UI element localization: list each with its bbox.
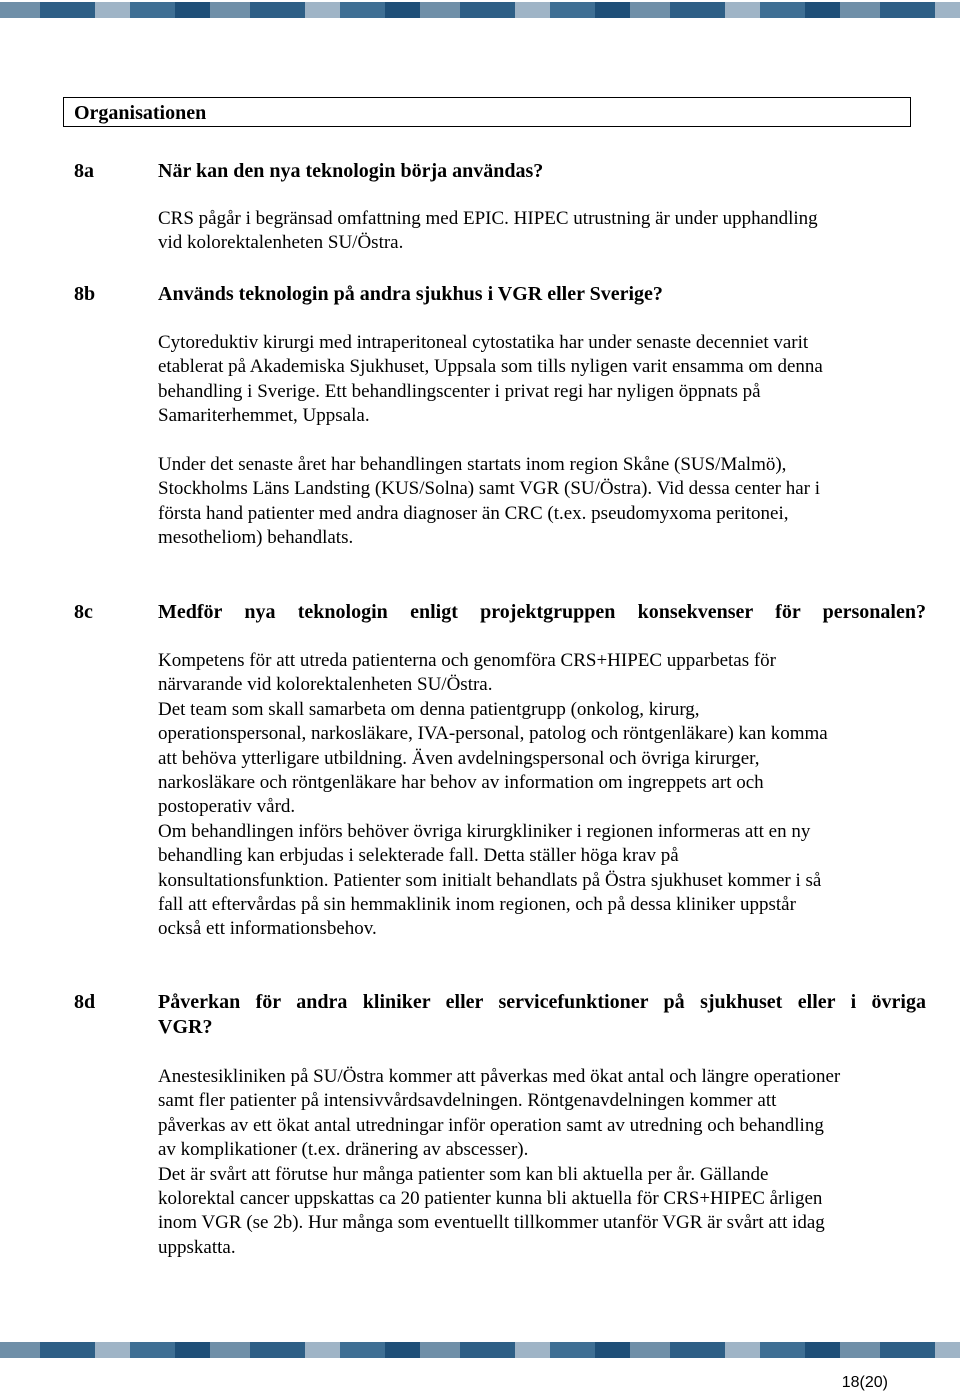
answer-line: vid kolorektalenheten SU/Östra. (158, 232, 404, 254)
answer-line: uppskatta. (158, 1236, 236, 1258)
question-8c: Medför nya teknologin enligt projektgruppen konsekvenser för personalen? (158, 601, 926, 623)
answer-line: CRS pågår i begränsad omfattning med EPIC. HIPEC utrustning är under upphandling (158, 208, 818, 229)
answer-line: Cytoreduktiv kirurgi med intraperitoneal cytostatika har under senaste decenniet varit (158, 332, 809, 353)
answer-8a (158, 207, 926, 256)
answer-line: Det team som skall samarbeta om denna patientgrupp (onkolog, kirurg, (158, 698, 700, 720)
section-title-box (63, 97, 911, 127)
answer-line: Det är svårt att förutse hur många patienter som kan bli aktuella per år. Gällande (158, 1163, 769, 1185)
answer-line: närvarande vid kolorektalenheten SU/Östra. (158, 674, 493, 696)
question-line: VGR? (158, 1015, 213, 1038)
answer-8b-paragraph-2 (158, 453, 926, 551)
footer-decor-band (0, 1342, 960, 1358)
answer-line: behandling i Sverige. Ett behandlingscenter i privat regi har nyligen öppnats på (158, 380, 761, 402)
item-number-8d: 8d (74, 991, 96, 1013)
answer-line: behandling kan erbjudas i selekterade fall. Detta ställer höga krav på (158, 845, 679, 867)
answer-line: första hand patienter med andra diagnoser än CRC (t.ex. pseudomyxoma peritonei, (158, 502, 789, 524)
header-decor-band (0, 2, 960, 18)
answer-line: mesotheliom) behandlats. (158, 527, 354, 549)
question-8a: När kan den nya teknologin börja användas? (158, 160, 544, 182)
answer-8c (158, 649, 926, 942)
answer-line: konsultationsfunktion. Patienter som initialt behandlats på Östra sjukhuset kommer i så (158, 869, 822, 891)
question-8b: Används teknologin på andra sjukhus i VGR eller Sverige? (158, 283, 663, 305)
answer-line: etablerat på Akademiska Sjukhuset, Uppsala som tills nyligen varit ensamma om denna (158, 356, 823, 378)
answer-line: Om behandlingen införs behöver övriga kirurgkliniker i regionen informeras att en ny (158, 820, 811, 842)
question-8d (158, 990, 926, 1039)
item-number-8a: 8a (74, 160, 94, 182)
answer-line: Kompetens för att utreda patienterna och genomföra CRS+HIPEC upparbetas för (158, 650, 777, 671)
answer-line: samt fler patienter på intensivvårdsavdelningen. Röntgenavdelningen kommer att (158, 1090, 777, 1112)
answer-line: att behöva ytterligare utbildning. Även avdelningspersonal och övriga kirurger, (158, 747, 760, 769)
answer-line: också ett informationsbehov. (158, 918, 377, 940)
answer-line: kolorektal cancer uppskattas ca 20 patienter kunna bli aktuella för CRS+HIPEC årligen (158, 1188, 823, 1210)
item-number-8b: 8b (74, 283, 96, 305)
answer-line: av komplikationer (t.ex. dränering av abscesser). (158, 1139, 529, 1161)
page-number: 18(20) (841, 1374, 888, 1391)
answer-line: Under det senaste året har behandlingen startats inom region Skåne (SUS/Malmö), (158, 454, 787, 475)
answer-line: inom VGR (se 2b). Hur många som eventuellt tillkommer utanför VGR är svårt att idag (158, 1212, 825, 1234)
question-line: Påverkan för andra kliniker eller servicefunktioner på sjukhuset eller i övriga (158, 991, 926, 1013)
answer-line: narkosläkare och röntgenläkare har behov av information om ingreppets art och (158, 772, 764, 794)
answer-line: påverkas av ett ökat antal utredningar inför operation samt av utredning och behandling (158, 1114, 824, 1136)
answer-line: operationspersonal, narkosläkare, IVA-personal, patolog och röntgenläkare) kan komma (158, 723, 828, 745)
answer-8d (158, 1065, 926, 1260)
answer-line: postoperativ vård. (158, 796, 296, 818)
answer-8b-paragraph-1 (158, 331, 926, 429)
answer-line: Samariterhemmet, Uppsala. (158, 405, 370, 427)
item-number-8c: 8c (74, 601, 93, 623)
answer-line: Anestesikliniken på SU/Östra kommer att påverkas med ökat antal och längre operationer (158, 1066, 841, 1087)
section-title: Organisationen (74, 102, 207, 124)
answer-line: fall att eftervårdas på sin hemmaklinik inom regionen, och på dessa kliniker uppstår (158, 894, 796, 916)
answer-line: Stockholms Läns Landsting (KUS/Solna) samt VGR (SU/Östra). Vid dessa center har i (158, 478, 821, 500)
